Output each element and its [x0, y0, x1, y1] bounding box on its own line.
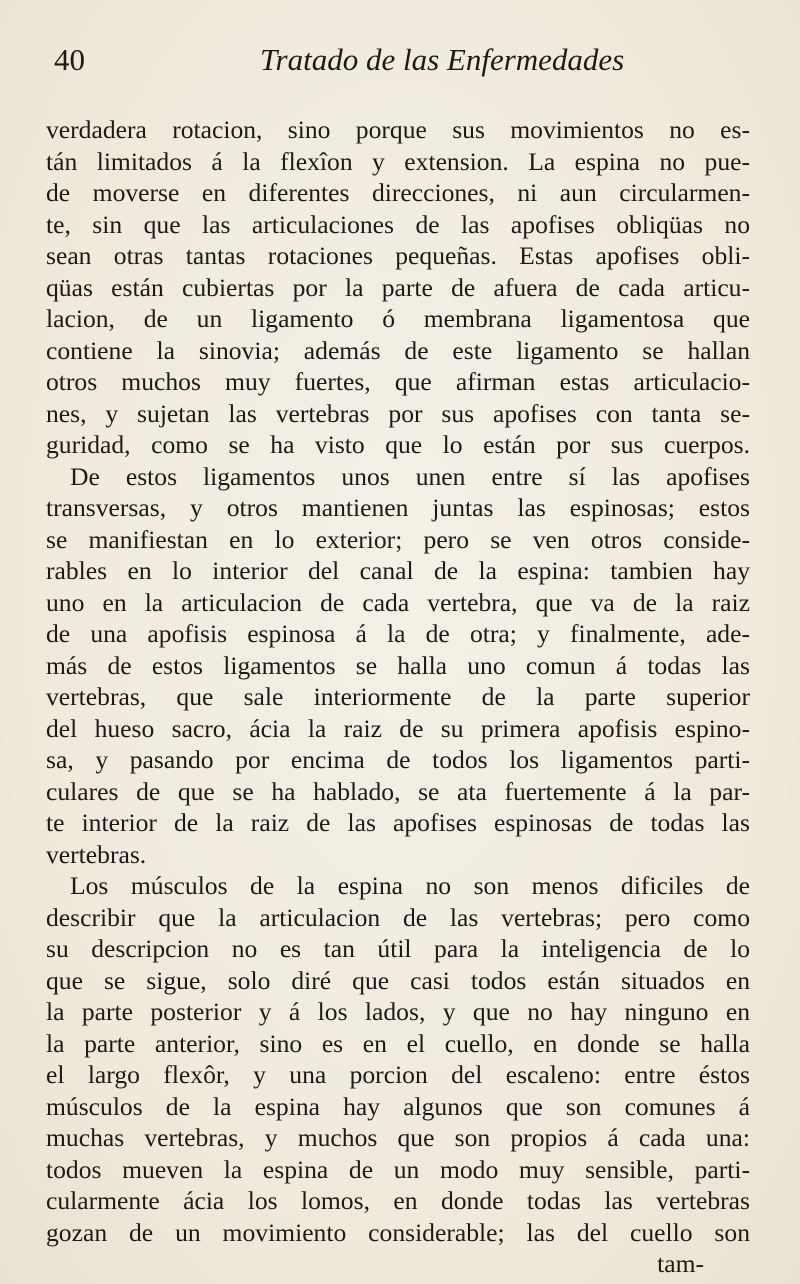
page-number: 40 [54, 42, 85, 77]
text-line: contiene la sinovia; además de este ligamento se hallan [46, 335, 750, 365]
text-line: músculos de la espina hay algunos que son comunes á [46, 1091, 750, 1121]
text-line: más de estos ligamentos se halla uno comun á todas las [46, 650, 750, 680]
text-line: Los músculos de la espina no son menos dificiles de [70, 871, 750, 900]
text-line: su descripcion no es tan útil para la inteligencia de lo [46, 934, 750, 963]
text-line: transversas, y otros mantienen juntas las espinosas; estos [46, 493, 750, 522]
text-line: gozan de un movimiento considerable; las del cuello son [46, 1217, 750, 1247]
catchword: tam- [657, 1249, 704, 1278]
text-line: vertebras, que sale interiormente de la parte superior [46, 682, 750, 711]
text-line: rables en lo interior del canal de la espina: tambien hay [46, 556, 750, 585]
running-title: Tratado de las Enfermedades [260, 42, 625, 77]
text-line: sa, y pasando por encima de todos los ligamentos parti- [46, 745, 750, 774]
text-line: la parte anterior, sino es en el cuello, en donde se halla [46, 1028, 750, 1058]
text-line: del hueso sacro, ácia la raiz de su primera apofisis espino- [46, 713, 750, 743]
text-line: uno en la articulacion de cada vertebra, que va de la raiz [46, 587, 750, 617]
text-line: todos mueven la espina de un modo muy sensible, parti- [46, 1154, 750, 1184]
text-line: te interior de la raiz de las apofises espinosas de todas las [46, 808, 750, 837]
text-line: otros muchos muy fuertes, que afirman estas articulacio- [46, 367, 750, 396]
text-line: qüas están cubiertas por la parte de afuera de cada articu- [46, 272, 750, 302]
text-line: guridad, como se ha visto que lo están por sus cuerpos. [46, 430, 750, 459]
text-line: nes, y sujetan las vertebras por sus apofises con tanta se- [46, 398, 750, 428]
text-line: que se sigue, solo diré que casi todos están situados en [46, 965, 750, 995]
text-line: sean otras tantas rotaciones pequeñas. Estas apofises obli- [46, 241, 750, 270]
text-line: se manifiestan en lo exterior; pero se ven otros conside- [46, 524, 750, 554]
text-line: cularmente ácia los lomos, en donde todas las vertebras [46, 1186, 750, 1215]
text-line: verdadera rotacion, sino porque sus movimientos no es- [46, 115, 750, 144]
text-line: lacion, de un ligamento ó membrana ligamentosa que [46, 304, 750, 333]
text-line: De estos ligamentos unos unen entre sí las apofises [70, 461, 750, 491]
text-line: culares de que se ha hablado, se ata fuertemente á la par- [46, 776, 750, 806]
text-line: te, sin que las articulaciones de las apofises obliqüas no [46, 209, 750, 239]
text-line: vertebras. [46, 839, 147, 869]
text-line: de una apofisis espinosa á la de otra; y finalmente, ade- [46, 619, 750, 648]
text-line: muchas vertebras, y muchos que son propios á cada una: [46, 1123, 750, 1152]
text-line: la parte posterior y á los lados, y que no hay ninguno en [46, 997, 750, 1026]
body-text [46, 114, 750, 1280]
text-line: de moverse en diferentes direcciones, ni aun circularmen- [46, 178, 750, 207]
page-header [54, 42, 760, 82]
text-line: el largo flexôr, y una porcion del escaleno: entre éstos [46, 1060, 750, 1089]
text-line: tán limitados á la flexîon y extension. La espina no pue- [46, 146, 750, 176]
text-line: describir que la articulacion de las vertebras; pero como [46, 902, 750, 932]
